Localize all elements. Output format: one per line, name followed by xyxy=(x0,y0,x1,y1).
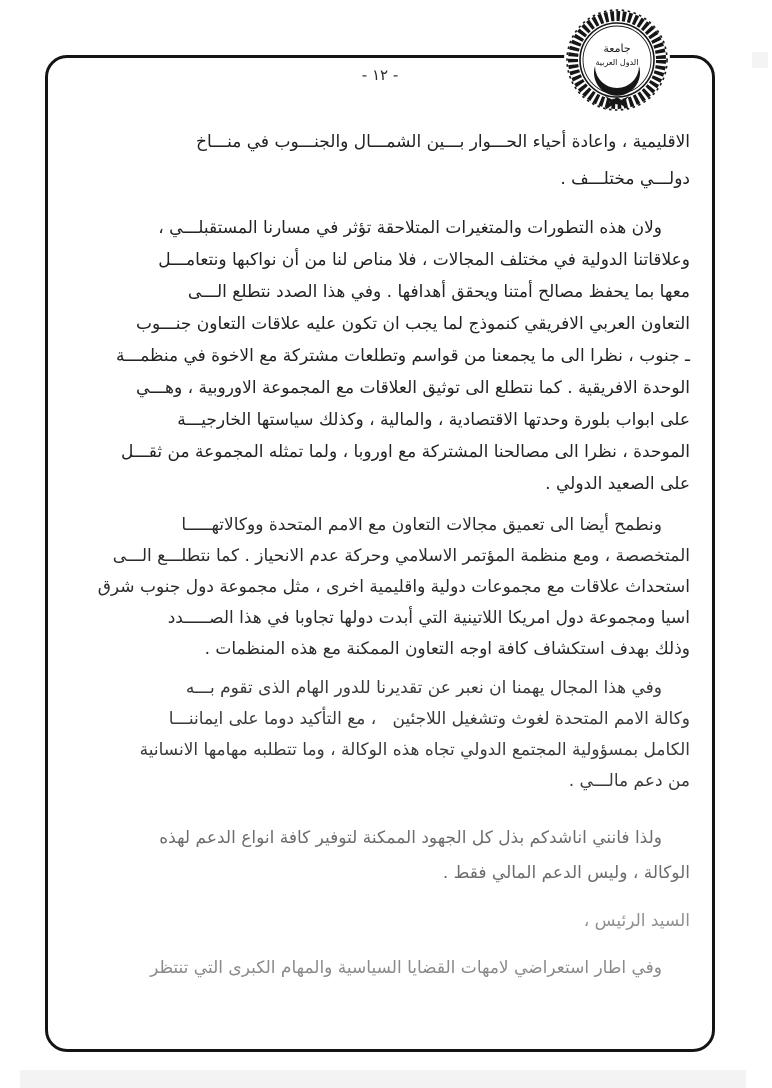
arab-league-emblem-icon xyxy=(561,6,673,118)
text-line: دولـــي مختلـــف . xyxy=(560,169,690,189)
paragraph-unrwa-role xyxy=(95,673,690,797)
text-line: الموحدة ، نظرا الى مصالحنا المشتركة مع اوروبا ، ولما تمثله المجموعة من ثقـــل xyxy=(120,442,690,462)
emblem-inscription-top: جامعة xyxy=(603,42,631,55)
text-line: الوكالة ، وليس الدعم المالي فقط . xyxy=(442,863,690,883)
text-line: ونطمح أيضا الى تعميق مجالات التعاون مع الامم المتحدة ووكالاتهـــــا xyxy=(181,515,662,535)
text-line: وعلاقاتنا الدولية في مختلف المجالات ، فلا مناص لنا من أن نواكبها ونتعامـــل xyxy=(158,250,690,270)
text-line: التعاون العربي الافريقي كنموذج لما يجب ان تكون عليه علاقات التعاون جنـــوب xyxy=(135,314,690,334)
text-line: اسيا ومجموعة دول امريكا اللاتينية التي أبدت دولها تجاوبا في هذا الصـــــدد xyxy=(167,608,690,628)
scan-artifact-bottom-strip xyxy=(20,1070,746,1088)
text-line: المتخصصة ، ومع منظمة المؤتمر الاسلامي وحركة عدم الانحياز . كما نتطلـــع الـــى xyxy=(112,546,690,566)
arab-league-emblem-graphic xyxy=(561,6,673,118)
text-line: الوحدة الافريقية . كما نتطلع الى توثيق العلاقات مع المجموعة الاوروبية ، وهـــي xyxy=(135,378,690,398)
paragraph-regional-dialogue xyxy=(95,124,690,198)
text-line: وفي اطار استعراضي لامهات القضايا السياسية والمهام الكبرى التي تنتظر xyxy=(150,958,662,978)
text-line: على الصعيد الدولي . xyxy=(545,474,690,494)
scan-artifact-top-right xyxy=(752,52,768,68)
text-line: السيد الرئيس ، xyxy=(583,911,690,931)
text-line: وكالة الامم المتحدة لغوث وتشغيل اللاجئين ، مع التأكيد دوما على ايماننـــا xyxy=(168,709,690,729)
text-line: استحداث علاقات مع مجموعات دولية واقليمية اخرى ، مثل مجموعة دول جنوب شرق xyxy=(97,577,690,597)
text-line: وفي هذا المجال يهمنا ان نعبر عن تقديرنا للدور الهام الذى تقوم بـــه xyxy=(185,678,662,698)
ribbon-knot xyxy=(614,98,621,105)
paragraph-un-and-organizations xyxy=(95,510,690,665)
text-line: على ابواب بلورة وحدتها الاقتصادية ، والمالية ، وكذلك سياستها الخارجيـــة xyxy=(177,410,690,430)
text-line: معها بما يحفظ مصالح أمتنا ويحقق أهدافها . وفي هذا الصدد نتطلع الـــى xyxy=(187,282,690,302)
page-number: - ١٢ - xyxy=(361,66,399,84)
document-body xyxy=(95,124,690,999)
text-line: الكامل بمسؤولية المجتمع الدولي تجاه هذه الوكالة ، وما تتطلبه مهامها الانسانية xyxy=(139,740,690,760)
paragraph-political-issues-intro xyxy=(95,952,690,985)
text-line: ـ جنوب ، نظرا الى ما يجمعنا من قواسم وتطلعات مشتركة مع الاخوة في منظمـــة xyxy=(116,346,690,366)
text-line: من دعم مالـــي . xyxy=(568,771,690,791)
text-line: الاقليمية ، واعادة أحياء الحـــوار بـــين الشمـــال والجنـــوب في منـــاخ xyxy=(196,132,690,152)
text-line: ولان هذه التطورات والمتغيرات المتلاحقة تؤثر في مسارنا المستقبلـــي ، xyxy=(158,218,662,238)
paragraph-developments-cooperation xyxy=(95,212,690,500)
paragraph-appeal-for-support xyxy=(95,821,690,891)
text-line: وذلك بهدف استكشاف كافة اوجه التعاون الممكنة مع هذه المنظمات . xyxy=(204,639,690,659)
emblem-inscription-bottom: الدول العربية xyxy=(595,58,639,67)
text-line: ولذا فانني اناشدكم بذل كل الجهود الممكنة لتوفير كافة انواع الدعم لهذه xyxy=(159,828,662,848)
salutation-mr-president xyxy=(95,905,690,938)
